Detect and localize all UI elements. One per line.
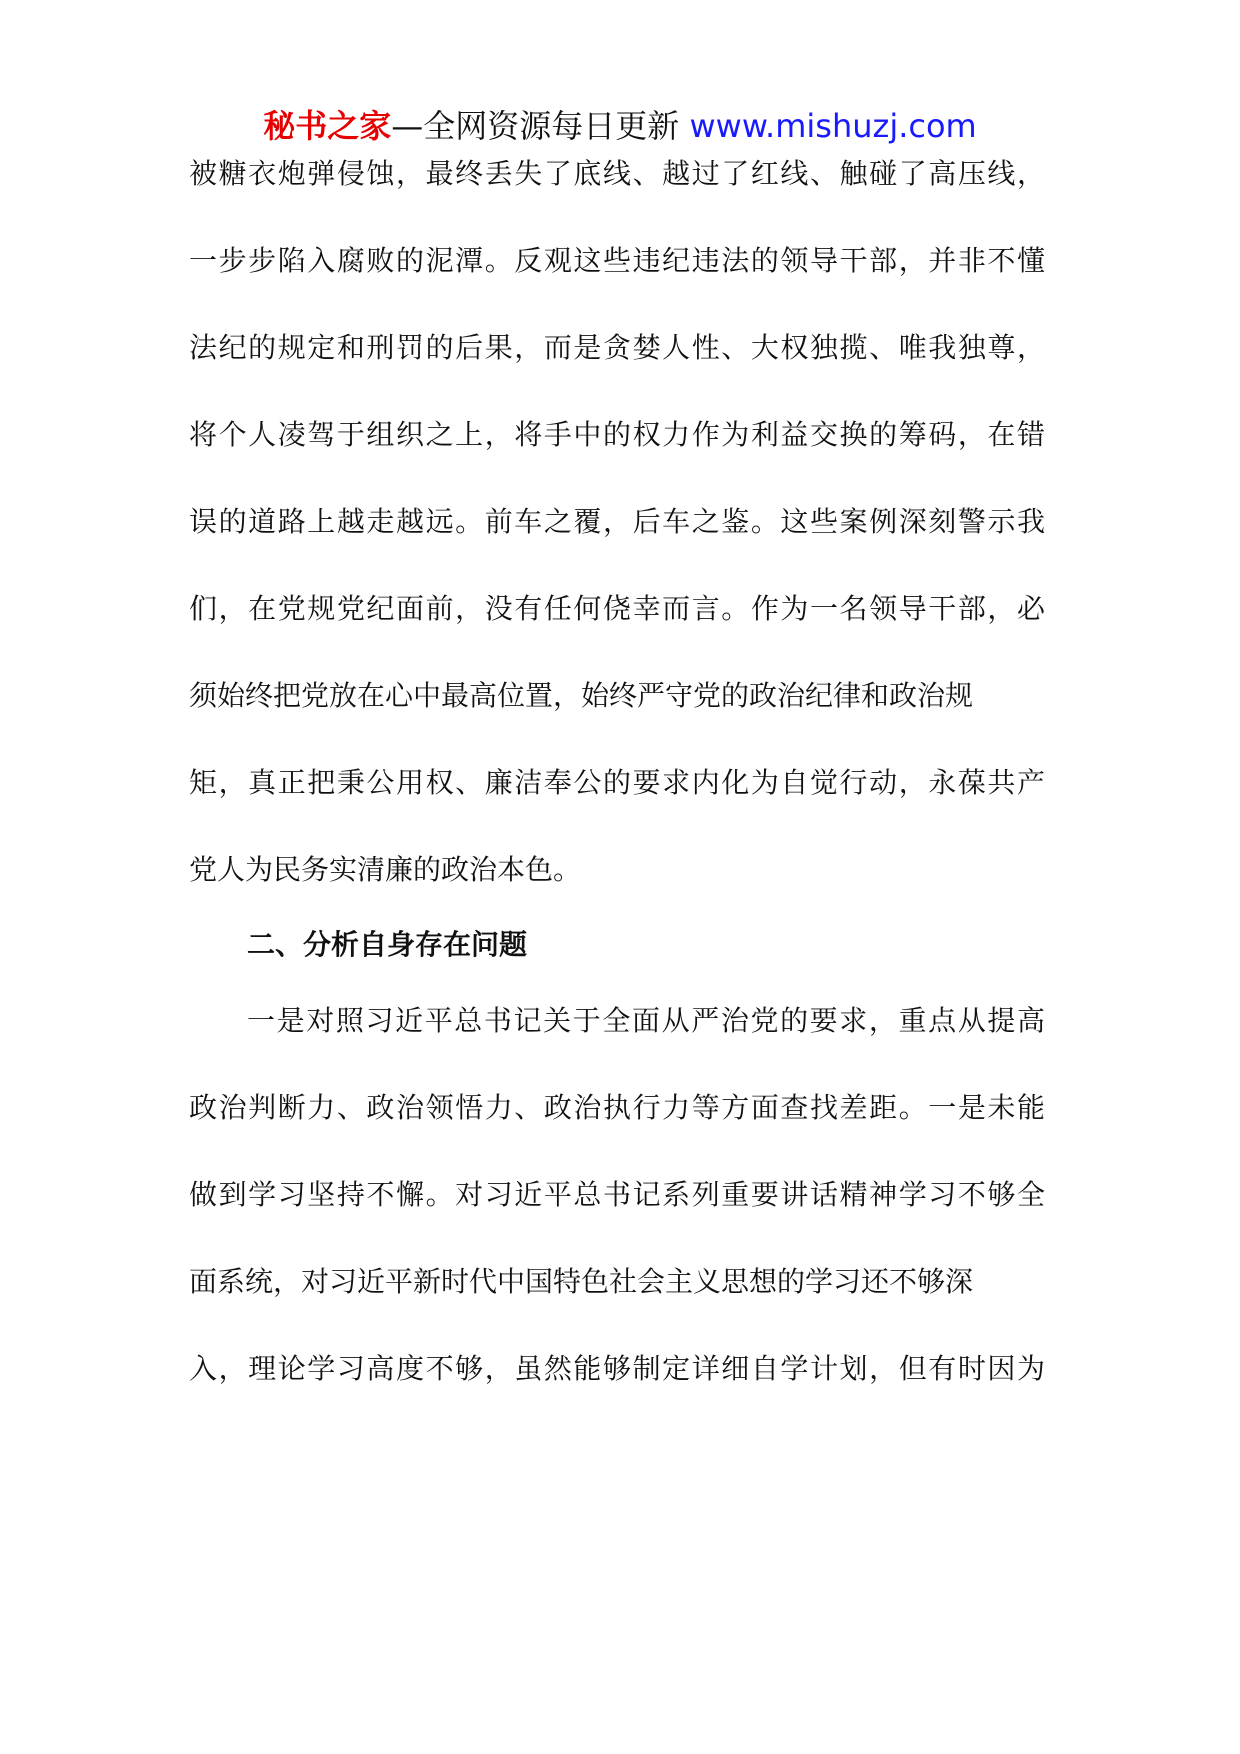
section-heading: 二、分析自身存在问题 <box>247 928 528 961</box>
paragraph-2-line-1: 一是对照习近平总书记关于全面从严治党的要求，重点从提高 <box>247 1004 1045 1037</box>
paragraph-1-line-8: 矩，真正把秉公用权、廉洁奉公的要求内化为自觉行动，永葆共产 <box>189 766 1045 799</box>
paragraph-1-line-6: 们，在党规党纪面前，没有任何侥幸而言。作为一名领导干部，必 <box>189 592 1045 625</box>
paragraph-2-line-5: 入，理论学习高度不够，虽然能够制定详细自学计划，但有时因为 <box>189 1352 1045 1385</box>
paragraph-1-line-9: 党人为民务实清廉的政治本色。 <box>189 853 582 886</box>
paragraph-1-line-4: 将个人凌驾于组织之上，将手中的权力作为利益交换的筹码，在错 <box>189 418 1045 451</box>
page-header <box>0 104 1240 148</box>
header-tagline: —全网资源每日更新 <box>391 107 690 145</box>
paragraph-1-line-7: 须始终把党放在心中最高位置，始终严守党的政治纪律和政治规 <box>189 679 974 712</box>
paragraph-2-line-2: 政治判断力、政治领悟力、政治执行力等方面查找差距。一是未能 <box>189 1091 1045 1124</box>
paragraph-1-line-1: 被糖衣炮弹侵蚀，最终丢失了底线、越过了红线、触碰了高压线， <box>189 157 1045 190</box>
paragraph-1-line-3: 法纪的规定和刑罚的后果，而是贪婪人性、大权独揽、唯我独尊， <box>189 331 1045 364</box>
paragraph-1-line-5: 误的道路上越走越远。前车之覆，后车之鉴。这些案例深刻警示我 <box>189 505 1045 538</box>
brand-name: 秘书之家 <box>263 107 392 145</box>
paragraph-1-line-2: 一步步陷入腐败的泥潭。反观这些违纪违法的领导干部，并非不懂 <box>189 244 1045 277</box>
paragraph-2-line-4: 面系统，对习近平新时代中国特色社会主义思想的学习还不够深 <box>189 1265 974 1298</box>
website-link[interactable]: www.mishuzj.com <box>689 107 977 145</box>
paragraph-2-line-3: 做到学习坚持不懈。对习近平总书记系列重要讲话精神学习不够全 <box>189 1178 1045 1211</box>
